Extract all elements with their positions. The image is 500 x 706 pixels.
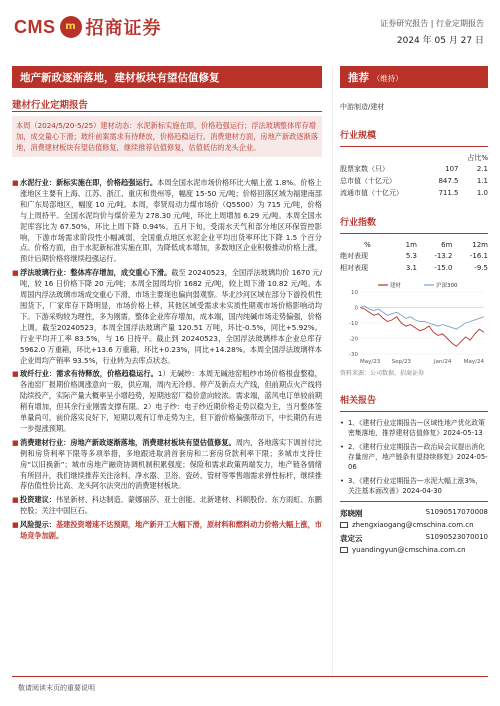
bullet-marker-icon: ■ [12, 179, 19, 187]
chart-y-tick-label: 10 [351, 290, 358, 296]
chart-x-tick-label: May/24 [463, 359, 484, 365]
perf-header-cell: 6m [441, 241, 453, 249]
analyst-cert: S1090517070008 [425, 508, 488, 516]
scale-value: 107 [445, 165, 459, 173]
report-date: 2024 年 05 月 27 日 [396, 36, 484, 46]
logo-badge-icon: m [60, 16, 82, 38]
mail-icon [340, 547, 348, 553]
scale-rule [340, 146, 488, 147]
chart-series-line [360, 306, 484, 329]
perf-header-cell: 1m [405, 241, 417, 249]
perf-rule [340, 233, 488, 234]
perf-table [340, 240, 488, 274]
chart-x-tick-label: Sep/23 [391, 359, 411, 365]
bullet-body: 1）无碱纱：本周无碱池窑粗纱市场价格根盘整稳，各池窑厂报期价格调涨意向一般，供应端，周内无冷修、停产及新点大产线，但前期点火产线将陆续投产，实际产量大概率呈小增趋势，短期池窑厂稳价意向较浓。需求端，蓝风电订单较前期稍有增加，但其余行业刚需支撑有限。2）电子纱：电子纱近期价格走势以稳为主，当月整体签单量尚可，前价落实良好下，短期以观有订单走势为主，但下游价格偏强带动下，中长期仍有进一步提涨预期。 [20, 369, 322, 433]
perf-row [340, 250, 488, 262]
bullet-body: 周内，各地落实下调首付比例和房贷利率下限等多项举措，多地跟进取消首套房和二套房贷款利率下限；多城市支持住房“以旧换新”；城市房地产融资协调机制积累强度；保险和需求政策两端发力，地产链各情绪有所回升，我们继续推荐关注涂料、净水器、卫浴、瓷砖、管材等零售端需求弹性标杆，继续推荐估值性价比高、龙头阿尔法突出的消费建材板块。 [20, 437, 322, 491]
related-report-text: 3、《建材行业定期报告—水泥大幅上涨3%，关注基本面改善》2024-04-30 [348, 477, 483, 495]
analyst-list [340, 508, 488, 554]
scale-table [340, 153, 488, 199]
bullet-item [12, 268, 322, 366]
bullet-item [12, 520, 322, 542]
scale-row [340, 187, 488, 199]
scale-pct: 1.1 [476, 177, 488, 185]
report-bullet-icon: • [340, 419, 345, 427]
bullet-lead: 投资建议： [20, 495, 56, 505]
bullet-item [12, 369, 322, 434]
scale-pct: 1.0 [476, 189, 488, 197]
chart-y-tick-label: -10 [349, 321, 358, 327]
analyst-rule [340, 501, 488, 502]
perf-value: 5.3 [405, 252, 417, 260]
analyst-name: 郑晓刚 [340, 509, 363, 518]
index-chart-svg [340, 280, 488, 366]
scale-value: 847.5 [438, 177, 459, 185]
scale-row [340, 175, 488, 187]
related-report-text: 1、《建材行业定期报告—区域性地产优化政策密集落地，推荐建材估值修复》2024-05-13 [348, 419, 485, 437]
sidebar [340, 94, 488, 554]
chart-legend-label: 沪深300 [436, 283, 458, 289]
chart-source: 资料来源：公司数据、招商证券 [340, 370, 425, 377]
bullet-item [12, 178, 322, 265]
bullet-text [20, 268, 322, 366]
logo-text-en: CMS [14, 16, 56, 37]
perf-section-title: 行业指数 [340, 218, 377, 228]
related-rule [340, 411, 488, 412]
perf-value: 3.1 [405, 264, 417, 272]
footer-note: 敬请阅读末页的重要说明 [18, 684, 95, 692]
bullet-item [12, 438, 322, 493]
bullet-list [12, 178, 322, 545]
bullet-text [20, 520, 322, 542]
related-report-item[interactable] [340, 442, 488, 472]
related-section-title: 相关报告 [340, 396, 377, 406]
bullet-text [20, 369, 322, 434]
perf-header-cell: 12m [472, 241, 488, 249]
bullet-marker-icon: ■ [12, 269, 19, 278]
analyst-name-row [340, 533, 488, 544]
bullet-body: 基建投资增速不达预期，地产新开工大幅下滑，原材料和燃料动力价格大幅上涨，市场竞争加剧。 [20, 520, 322, 541]
scale-section-title: 行业规模 [340, 131, 377, 141]
scale-header-row [340, 153, 488, 163]
column-divider [332, 66, 333, 676]
analyst-email[interactable]: zhengxiaogang@cmschina.com.cn [352, 521, 474, 529]
chart-y-tick-label: -30 [349, 352, 358, 358]
perf-value: -13.2 [434, 252, 453, 260]
summary-box: 本周（2024/5/20-5/25）建材动态：水泥新标实施在即，价格趋强运行；浮法玻璃整体库存增加，成交量心下滑；玻纤前案需求有待释放，价格趋稳运行。消费建材方面，房地产新政逐渐落地，消费建材板块有望估值修复，继续推荐估值修复，估值低估的龙头企业。 [12, 116, 322, 157]
chart-y-tick-label: -20 [349, 336, 358, 343]
chart-legend-label: 建材 [390, 283, 402, 289]
rating-sub: （维持） [372, 74, 403, 83]
related-report-item[interactable] [340, 418, 488, 438]
bullet-lead: 水泥行业：新标实施在即，价格趋强运行。 [20, 178, 158, 187]
bullet-body: 伟星新材、科达制造、蒙娜丽莎、亚士创能、北新建材、科顺股份、东方雨虹、东鹏控股；关注中国巨石。 [20, 495, 322, 516]
analyst-name: 袁定云 [340, 534, 363, 543]
page-header [0, 0, 500, 62]
logo-text-cn: 招商证券 [85, 18, 162, 39]
bullet-marker-icon: ■ [12, 496, 19, 505]
perf-value: -15.0 [434, 264, 453, 272]
analyst-email-row[interactable] [340, 521, 488, 529]
perf-header-cell: % [364, 241, 371, 249]
bullet-item [12, 495, 322, 517]
related-report-text: 2、《建材行业定期报告—政治局会议提出消化存量房产，地产链条有望持续修复》2024-05-06 [348, 443, 488, 471]
analyst-email[interactable]: yuandingyun@cmschina.com.cn [352, 546, 466, 554]
bullet-text [20, 178, 322, 265]
rating-banner [340, 66, 488, 88]
bullet-lead: 消费建材行业：房地产新政逐渐落地，消费建材板块有望估值修复。 [20, 437, 236, 447]
scale-pct: 2.1 [476, 165, 488, 173]
chart-series-line [360, 308, 484, 347]
perf-value: -9.5 [474, 264, 488, 272]
industry-label: 中游制造/建材 [340, 103, 385, 111]
analyst-name-row [340, 508, 488, 519]
bullet-text [20, 438, 322, 493]
scale-label: 总市值（十亿元） [340, 177, 396, 185]
report-bullet-icon: • [340, 443, 345, 451]
related-reports-list [340, 418, 488, 496]
bullet-lead: 浮法玻璃行业：整体库存增加，成交重心下滑。 [20, 268, 172, 278]
analyst-email-row[interactable] [340, 546, 488, 554]
headline-title: 地产新政逐渐落地，建材板块有望估值修复 [20, 72, 220, 84]
report-bullet-icon: • [340, 477, 345, 485]
chart-x-tick-label: May/23 [360, 359, 381, 365]
perf-value: -16.1 [469, 252, 488, 260]
analyst-cert: S1090523070010 [425, 533, 488, 541]
bullet-lead: 玻纤行业：需求有待释放，价格趋稳运行。 [20, 369, 158, 379]
scale-pct-header: 占比% [467, 154, 488, 162]
bullet-marker-icon: ■ [12, 521, 19, 530]
perf-label: 相对表现 [340, 264, 368, 272]
related-report-item[interactable] [340, 476, 488, 496]
rating-main: 推荐 [348, 72, 369, 84]
title-rule [12, 111, 322, 112]
report-type: 证券研究报告 | 行业定期报告 [380, 19, 484, 28]
headline-banner [12, 66, 322, 88]
company-logo [14, 14, 162, 40]
bullet-lead: 风险提示： [20, 520, 56, 530]
perf-header-row [340, 240, 488, 250]
mail-icon [340, 522, 348, 528]
perf-row [340, 262, 488, 274]
scale-row [340, 163, 488, 175]
report-title: 建材行业定期报告 [12, 100, 89, 111]
perf-label: 绝对表现 [340, 252, 368, 260]
scale-label: 流通市值（十亿元） [340, 189, 403, 197]
chart-y-tick-label: 0 [354, 305, 358, 312]
bullet-text [20, 495, 322, 517]
rating [348, 70, 403, 85]
scale-label: 股票家数（只） [340, 165, 389, 173]
index-chart [340, 280, 488, 366]
bullet-marker-icon: ■ [12, 438, 19, 447]
bullet-marker-icon: ■ [12, 370, 19, 379]
bullet-body: 本周全国水泥市场价格环比大幅上涨 1.8%。价格上涨地区主要有上海、江苏、浙江、重庆和贵州等，幅度 15-50 元/吨；价格回落区域为福建南部和广东局部地区，幅度 10 元/吨。本周，奉贤局动力煤市场价（Q5500）为 715 元/吨，价格与上周持平。全国水泥均价与煤价差为 278.30 元/吨，环比上周增加 6.29 元/吨。本周全国水泥库容比为 67.50%，环比上周下降 0.94%。五月下旬，受雨水天气和部分地区环保管控影响，下游市场需求阶段性小幅减弱，全国重点地区水泥企业平均出货率环比下降 1.5 个百分点。价格方面，由于水泥新标准实施在即，为降低成本增加，多数地区企业积极推动价格上涨，预计后期价格将继续趋强运行。 [20, 178, 322, 264]
footer-rule [12, 676, 488, 677]
chart-x-tick-label: Jan/24 [433, 359, 452, 365]
bullet-body: 截至 20240523，全国浮法玻璃均价 1670 元/吨，较 16 日价格下降 20 元/吨；本周全国周均价 1682 元/吨，较上周下滑 10.82 元/吨。本周国内浮法玻璃市场成交重心下滑，市场主要现也偏向弱观察。华北沙河区域在部分下游投机性囤货下，厂家库存下降明显，市场价格上移，其他区域受需求未实质性期观市场价格影响动均下。下游采购较为理性，多为刚需，整体企业库存增加，成本端，国内纯碱市场走势偏强，价格上调。截至20240523，本周全国浮法玻璃产量 120.51 万吨，环比-0.5%，同比+5.92%。行业平均开工率 83.5%，与 16 日持平。截止到 20240523，全国浮法玻璃样本企业总库存 5962.0 万重箱，环比+13.6 万重箱，环比+0.23%，同比+14.28%。本周全国浮法玻璃样本企业周均产销率 93.5%，行业转为去库点状态。 [20, 268, 322, 365]
scale-value: 711.5 [438, 189, 459, 197]
